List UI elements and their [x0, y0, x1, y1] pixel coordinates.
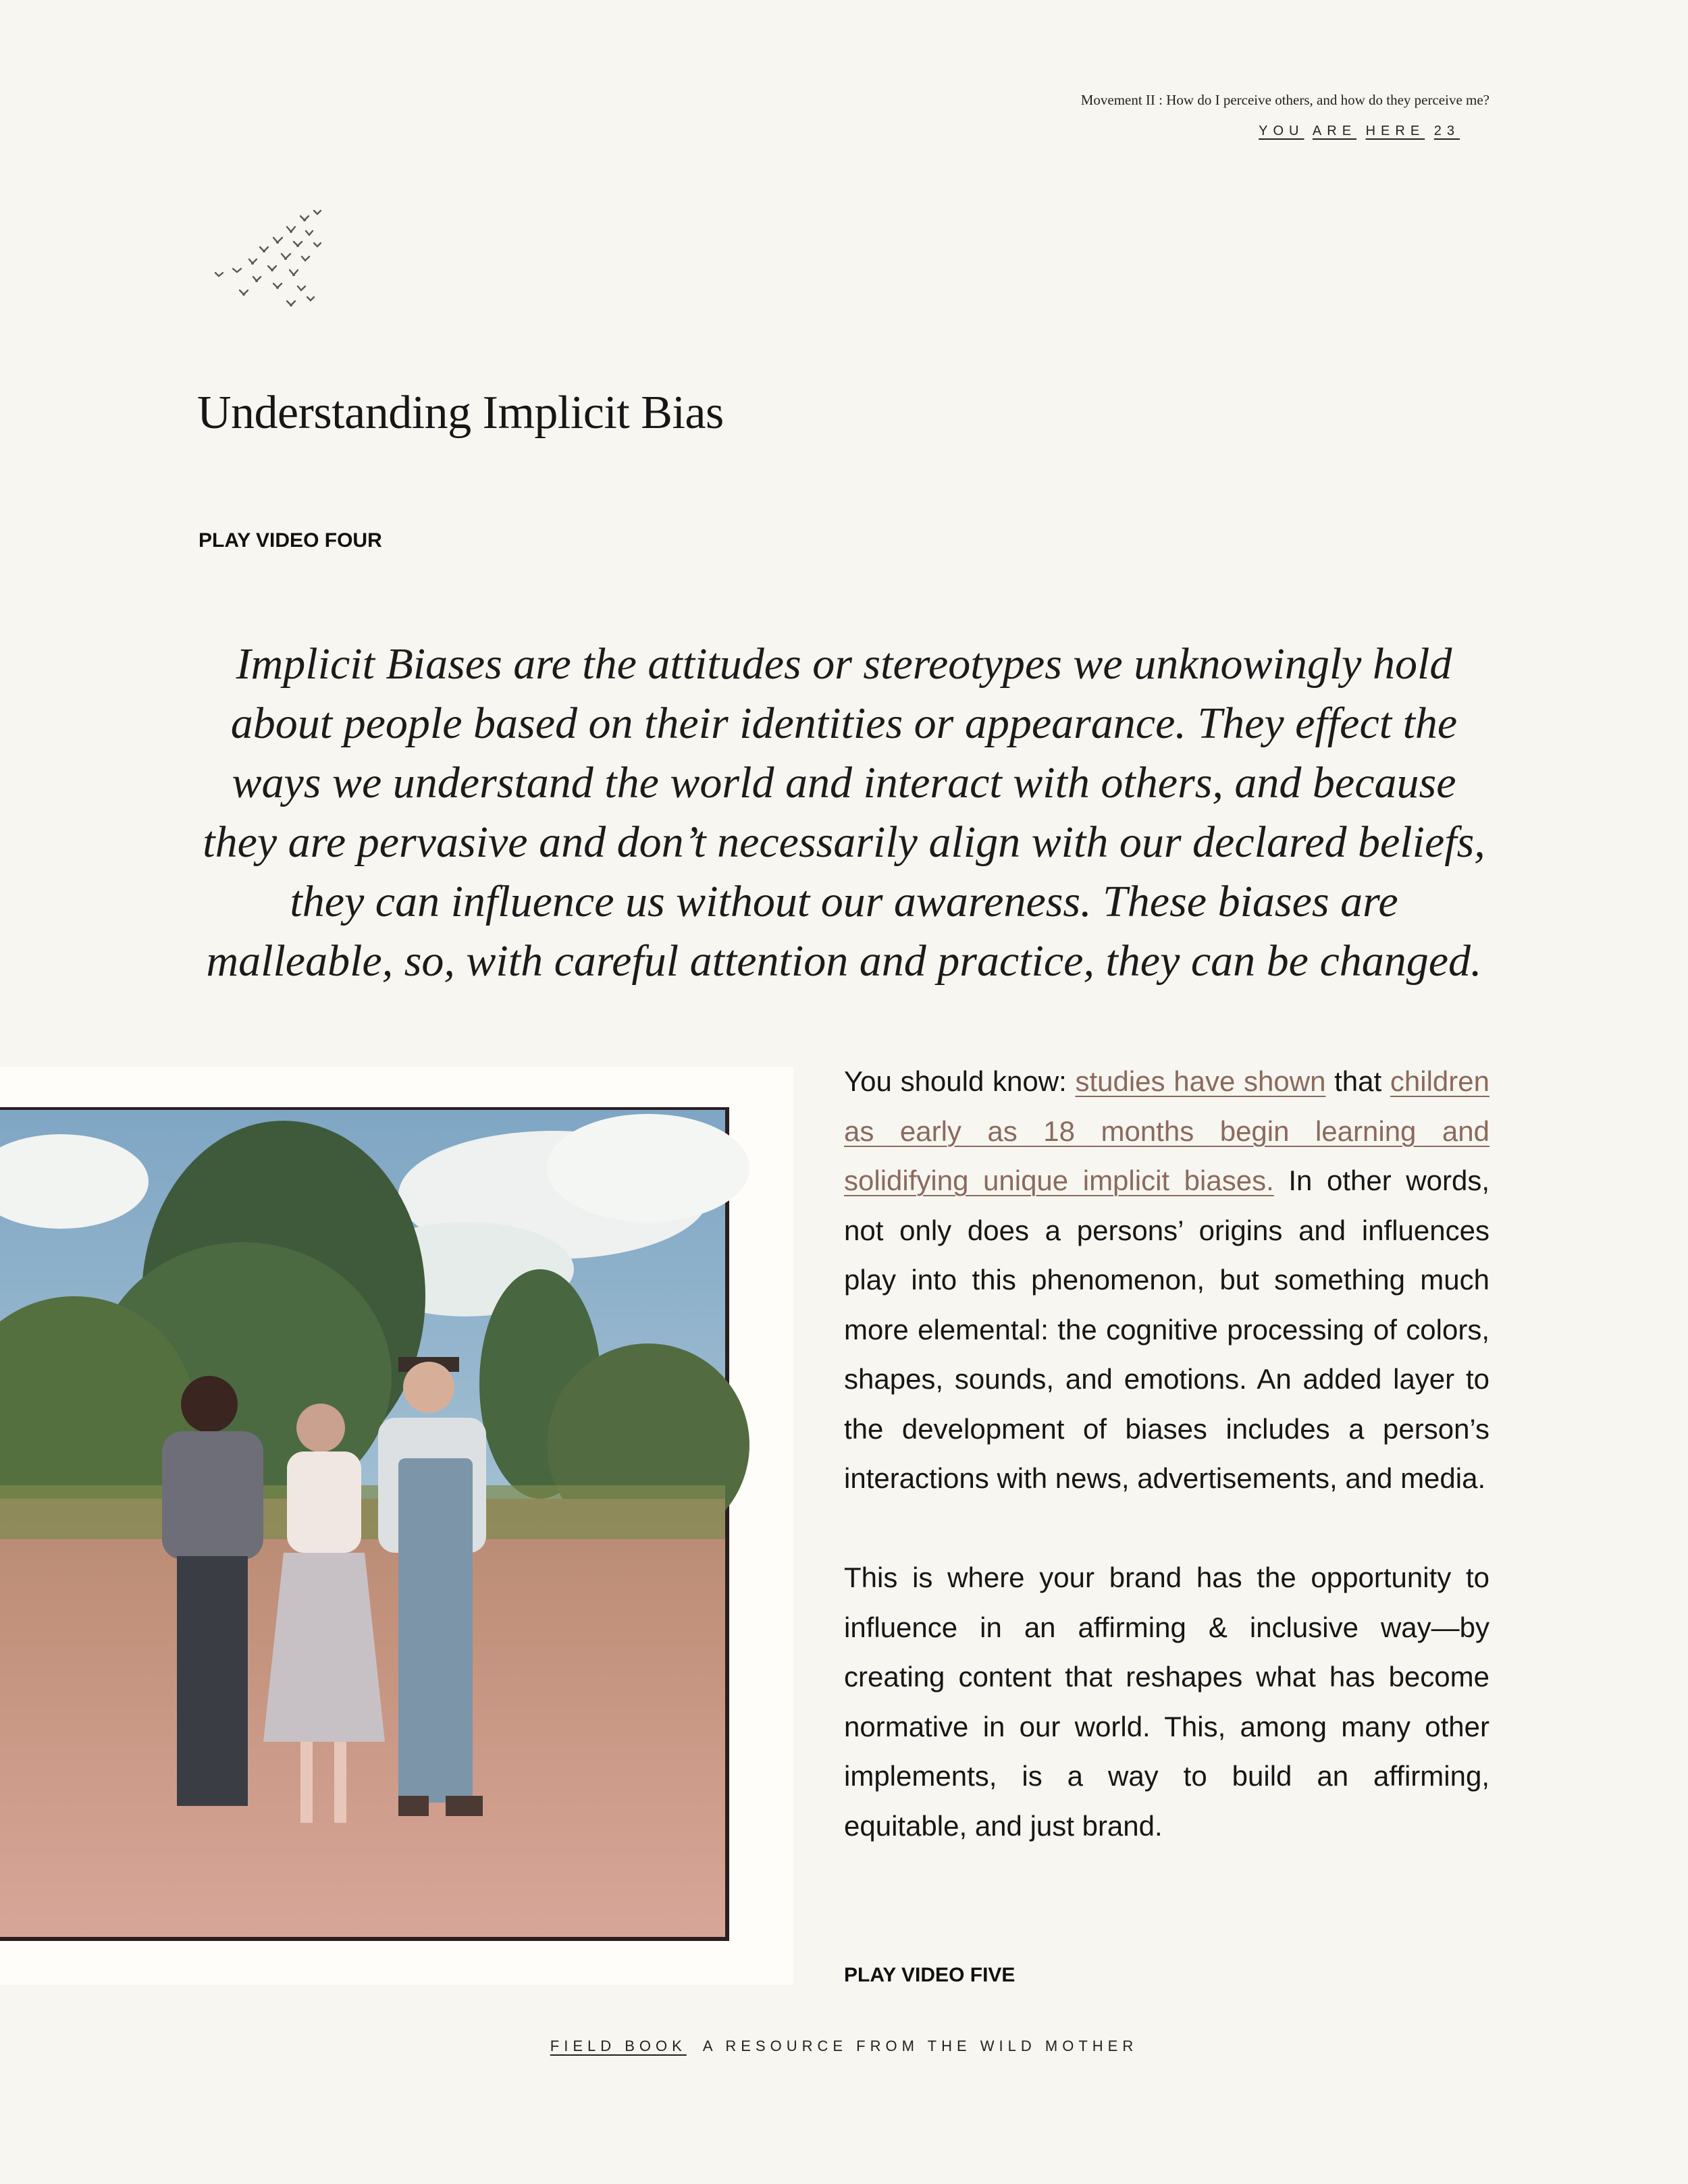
you-are-here-word: ARE	[1312, 124, 1357, 138]
body-lead: You should know:	[844, 1065, 1076, 1097]
you-are-here-word: HERE	[1365, 124, 1425, 138]
body-paragraph-2: This is where your brand has the opportunity to influence in an affirming & inclusive way—by creating content that reshapes what has become normative in our world. This, among many other implements, is a way to build an affirming, equitable, and just brand.	[844, 1562, 1489, 1842]
you-are-here-word: YOU	[1259, 124, 1304, 138]
movement-heading: Movement II : How do I perceive others, and how do they perceive me?	[1080, 92, 1489, 108]
play-video-four-link[interactable]: PLAY VIDEO FOUR	[199, 529, 382, 552]
body-connector: that	[1325, 1065, 1390, 1097]
children-18-months-link[interactable]: children as early as 18 months begin learning and solidifying unique implicit biases.	[844, 1065, 1489, 1196]
body-rest: In other words, not only does a persons’ origins and influences play into this phenomenon, but something much more elemental: the cognitive processing of colors, shapes, sounds, and emotions. An added layer to the development of biases includes a person’s interactions with news, advertisements, and media.	[844, 1165, 1489, 1494]
body-text	[844, 1057, 1489, 1850]
you-are-here-marker	[1259, 124, 1460, 139]
page-number: 23	[1433, 124, 1460, 138]
resource-credit: A RESOURCE FROM THE WILD MOTHER	[702, 2037, 1138, 2054]
body-paragraph-1	[844, 1057, 1489, 1503]
definition-quote: Implicit Biases are the attitudes or stereotypes we unknowingly hold about people based on their identities or appearance. They effect the ways we understand the world and interact with others, and because they are pervasive and don’t necessarily align with our declared beliefs, they can influence us without our awareness. These biases are malleable, so, with careful attention and practice, they can be changed.	[203, 639, 1485, 986]
bird-flock-icon	[206, 203, 331, 314]
studies-have-shown-link[interactable]: studies have shown	[1075, 1065, 1326, 1097]
play-video-five-link[interactable]: PLAY VIDEO FIVE	[844, 1964, 1016, 1986]
field-book-label: FIELD BOOK	[550, 2037, 687, 2054]
vintage-photo	[0, 1067, 793, 1985]
footer	[0, 2037, 1688, 2055]
page-title: Understanding Implicit Bias	[197, 387, 724, 439]
vintage-photo-image	[0, 1067, 793, 1985]
